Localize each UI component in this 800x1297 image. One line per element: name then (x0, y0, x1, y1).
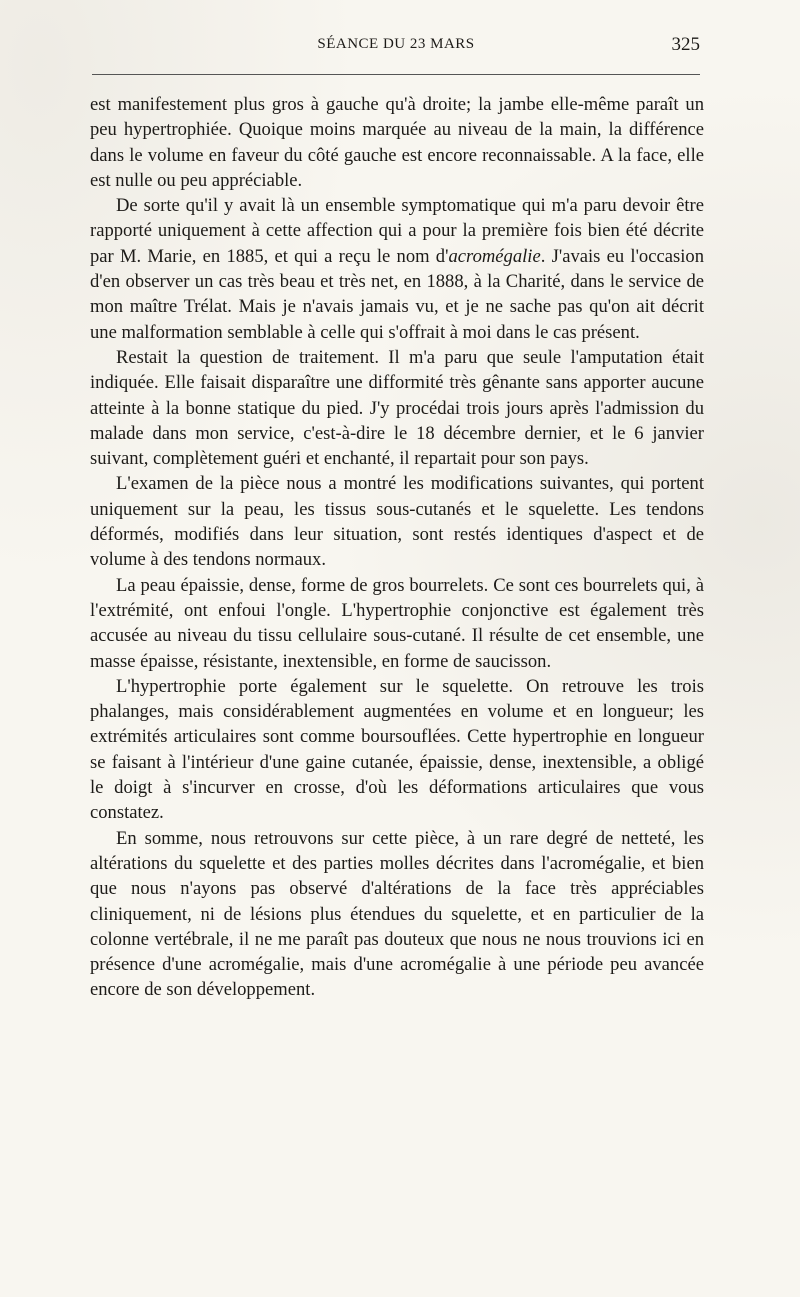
paragraph-conclusion: En somme, nous retrouvons sur cette pièce, à un rare degré de netteté, les altérations du squelette et des parties molles décrites dans l'acromégalie, et bien que nous n'ayons pas observé d'altérations de la face très appréciables cliniquement, ni de lésions plus étendues du squelette, et en particulier de la colonne vertébrale, il ne me paraît pas douteux que nous ne nous trouvions ici en présence d'une acromégalie, mais d'une acromégalie à une période peu avancée encore de son développement. (90, 827, 704, 1001)
body-text (90, 92, 704, 1003)
paragraph-text: . J'avais eu l'occasion d'en observer un cas très beau et très net, en 1888, à la Charité, dans le service de mon maître Trélat. Mais je n'avais jamais vu, et je ne sache pas qu'on ait décrit une malformation semblable à celle qui s'offrait à moi dans le cas présent. (90, 245, 704, 343)
header-rule (92, 74, 700, 75)
running-head: SÉANCE DU 23 MARS (317, 36, 475, 52)
paragraph-traitement: Restait la question de traitement. Il m'a paru que seule l'amputation était indiquée. Elle faisait disparaître une difformité très gênante sans apporter aucune atteinte à la bonne statique du pied. J'y procédai trois jours après l'admission du malade dans mon service, c'est-à-dire le 18 décembre dernier, et le 6 janvier suivant, complètement guéri et enchanté, il repartait pour son pays. (90, 346, 704, 470)
paragraph-continuation: est manifestement plus gros à gauche qu'à droite; la jambe elle-même paraît un peu hypertrophiée. Quoique moins marquée au niveau de la main, la différence dans le volume en faveur du côté gauche est encore reconnaissable. A la face, elle est nulle ou peu appréciable. (90, 94, 704, 191)
page-number: 325 (671, 34, 700, 55)
paragraph-acromegalie (90, 193, 704, 345)
paragraph-peau: La peau épaissie, dense, forme de gros bourrelets. Ce sont ces bourrelets qui, à l'extrémité, ont enfoui l'ongle. L'hypertrophie conjonctive est également très accusée au niveau du tissu cellulaire sous-cutané. Il résulte de cet ensemble, une masse épaisse, résistante, inextensible, en forme de saucisson. (90, 574, 704, 672)
page-header (92, 34, 700, 64)
paragraph-examen: L'examen de la pièce nous a montré les modifications suivantes, qui portent uniquement sur la peau, les tissus sous-cutanés et le squelette. Les tendons déformés, modifiés dans leur situation, sont restés identiques d'aspect et de volume à des tendons normaux. (90, 473, 704, 571)
paragraph-text: De sorte qu'il y avait là un ensemble symptomatique qui m'a paru devoir être rapporté uniquement à cette affection qui a pour la première fois bien été décrite par M. Marie, en 1885, et qui a reçu le nom d' (90, 195, 704, 267)
italic-term: acromégalie (448, 245, 541, 267)
paragraph-squelette: L'hypertrophie porte également sur le squelette. On retrouve les trois phalanges, mais considérablement augmentées en volume et en longueur; les extrémités articulaires sont comme boursouflées. Cette hypertrophie en longueur se faisant à l'intérieur d'une gaine cutanée, épaissie, dense, inextensible, a obligé le doigt à s'incurver en crosse, d'où les déformations articulaires que vous constatez. (90, 675, 704, 824)
